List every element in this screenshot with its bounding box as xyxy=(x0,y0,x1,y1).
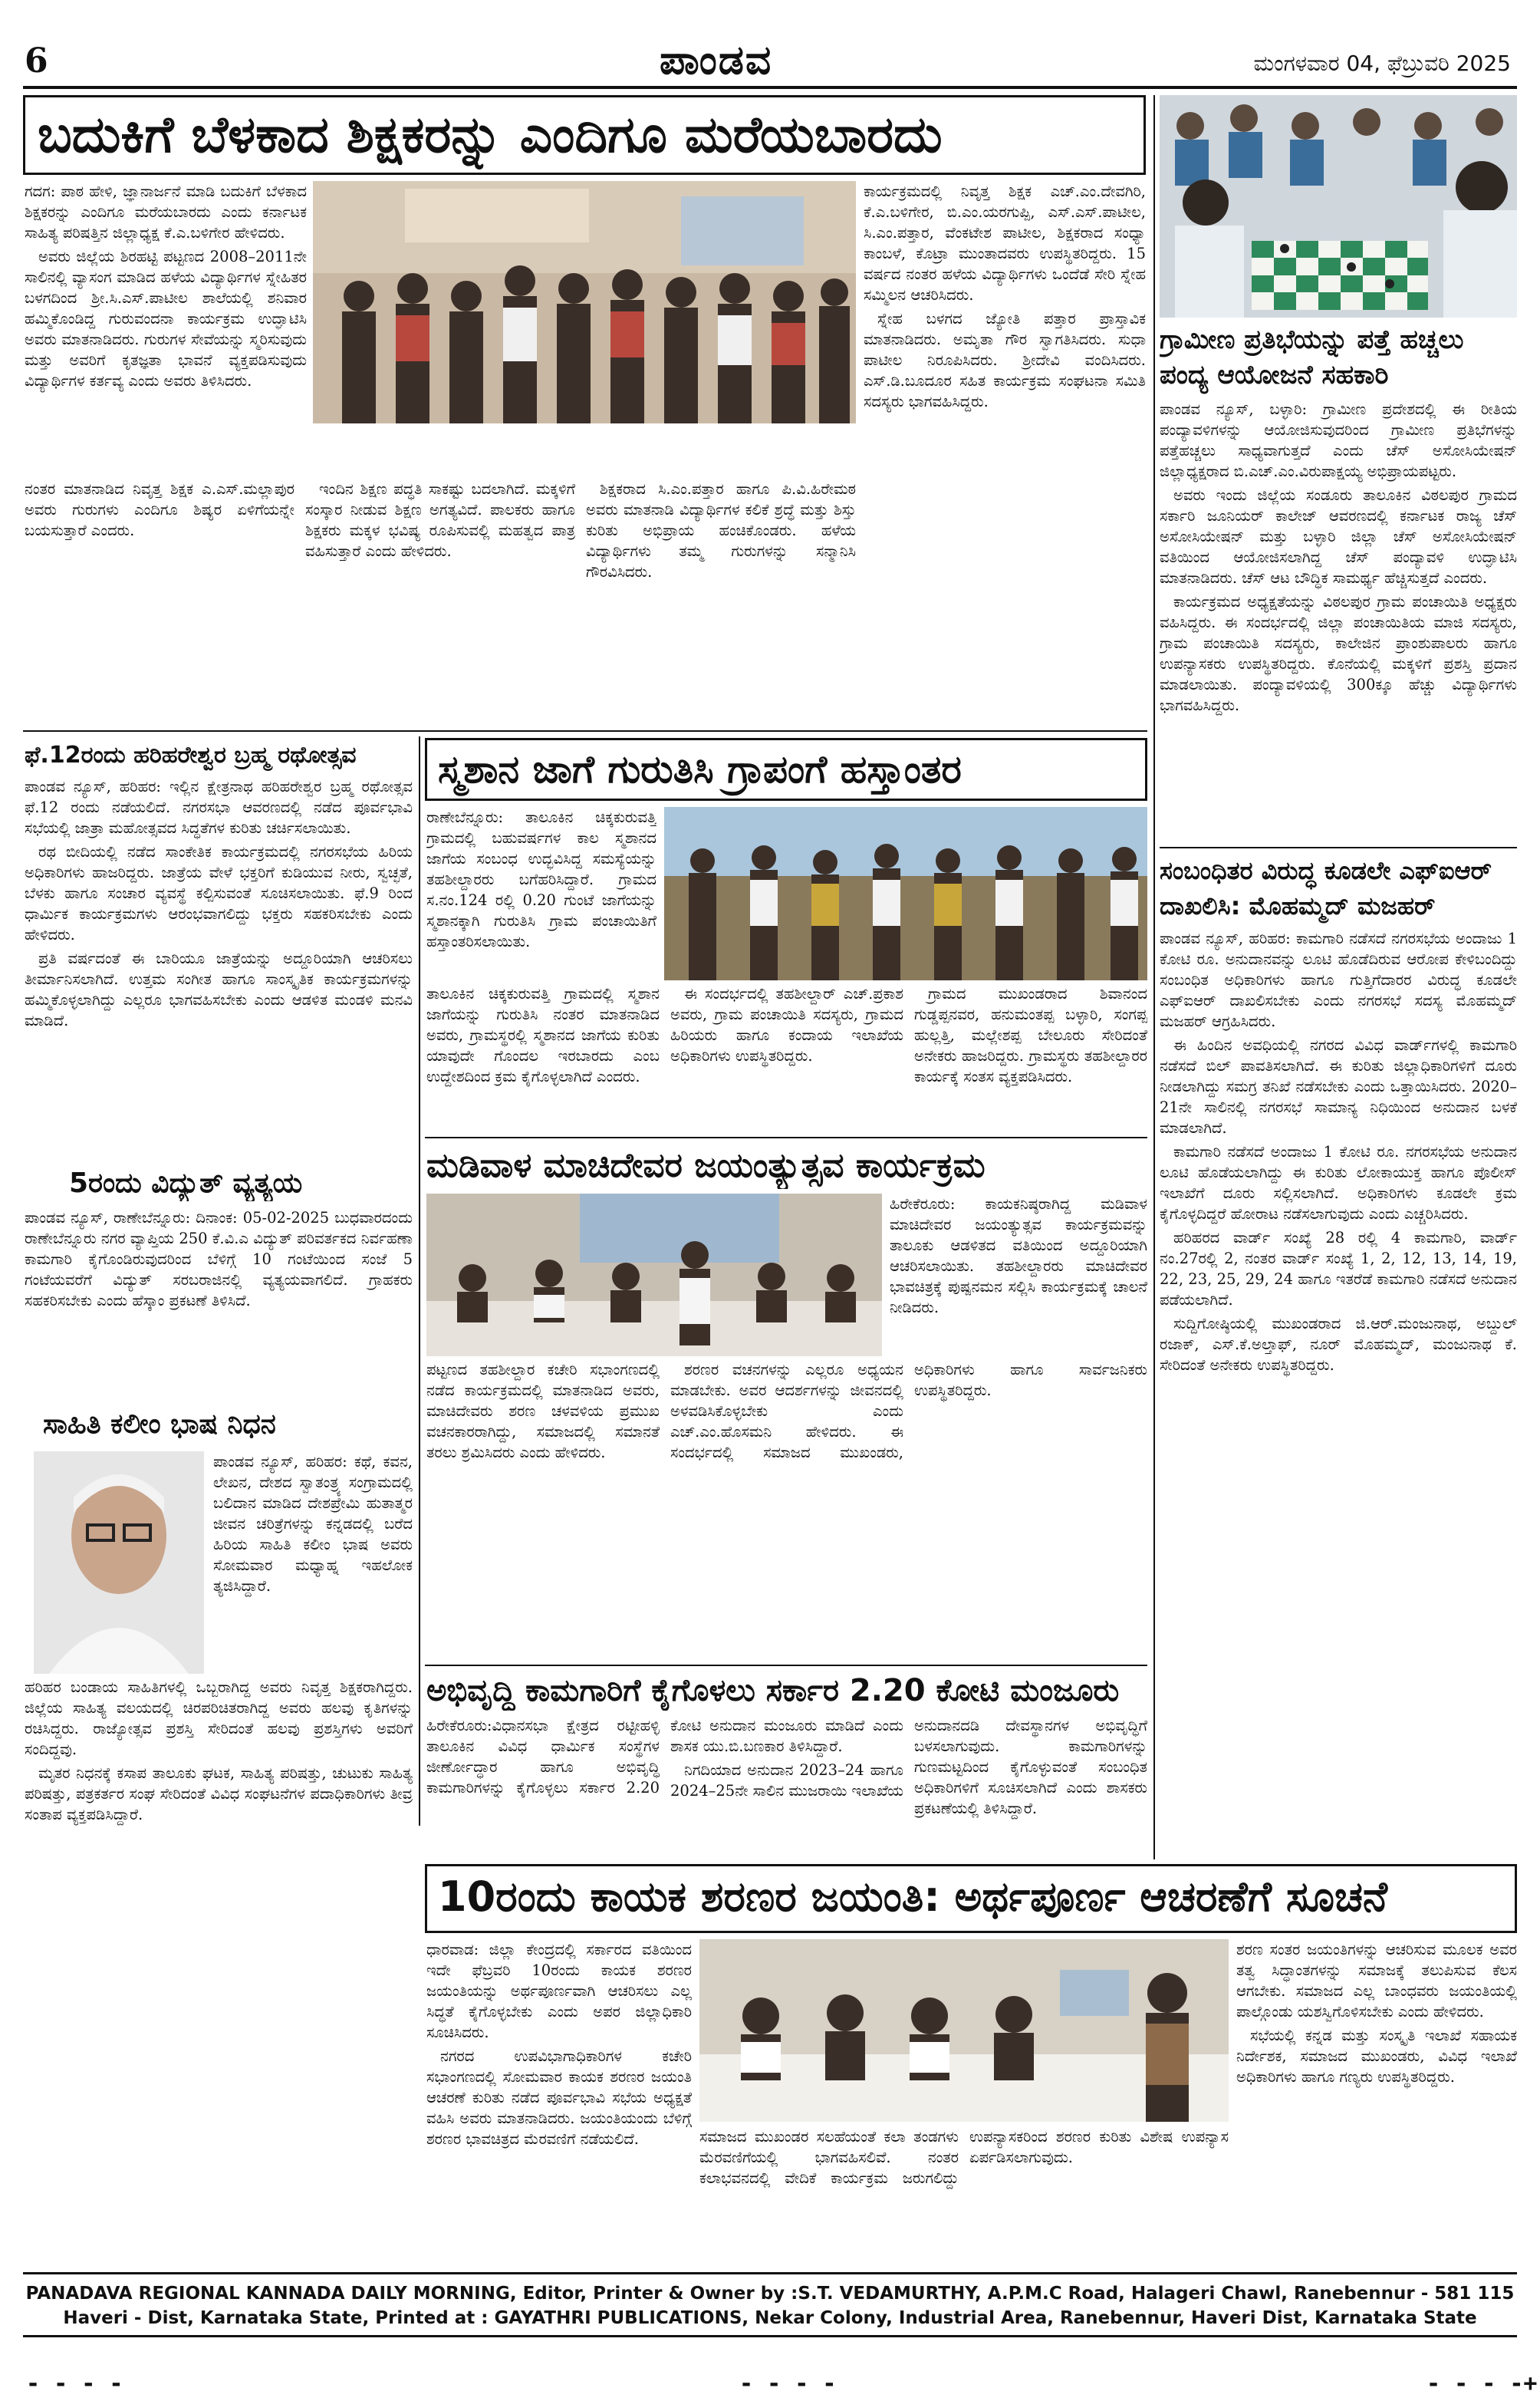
story2-photo xyxy=(1160,95,1517,318)
story10-p4: ಶರಣ ಸಂತರ ಜಯಂತಿಗಳನ್ನು ಆಚರಿಸುವ ಮೂಲಕ ಅವರ ತತ್ವ ಸಿದ್ಧಾಂತಗಳನ್ನು ಸಮಾಜಕ್ಕೆ ತಲುಪಿಸುವ ಕೆಲಸ ಆಗಬೇಕು. ಸಮಾಜದ ಎಲ್ಲ ಬಾಂಧವರು ಜಯಂತಿಯಲ್ಲಿ ಪಾಲ್ಗೊಂಡು ಯಶಸ್ವಿಗೊಳಿಸಬೇಕು ಎಂದು ಹೇಳಿದರು. xyxy=(1236,1941,1517,2021)
story4-headline: 5ರಂದು ವಿದ್ಯುತ್ ವ್ಯತ್ಯಯ xyxy=(69,1168,303,1199)
story1-photo xyxy=(313,181,856,423)
field-photo-illustration xyxy=(664,807,1147,980)
page-number: 6 xyxy=(25,41,48,81)
story10-headline: 10ರಂದು ಕಾಯಕ ಶರಣರ ಜಯಂತಿ: ಅರ್ಥಪೂರ್ಣ ಆಚರಣೆಗೆ ಸೂಚನೆ xyxy=(438,1872,1388,1921)
story5-portrait xyxy=(34,1451,204,1674)
story6-p2: ತಾಲೂಕಿನ ಚಿಕ್ಕಕುರುವತ್ತಿ ಗ್ರಾಮದಲ್ಲಿ ಸ್ಮಶಾನ ಜಾಗೆಯನ್ನು ಗುರುತಿಸಿ ನಂತರ ಮಾತನಾಡಿದ ಅವರು, ಗ್ರಾಮಸ್ಥರಲ್ಲಿ ಸ್ಮಶಾನದ ಜಾಗೆಯ ಕುರಿತು ಯಾವುದೇ ಗೊಂದಲ ಇರಬಾರದು ಎಂಬ ಉದ್ದೇಶದಿಂದ ಕ್ರಮ ಕೈಗೊಳ್ಳಲಾಗಿದೆ ಎಂದರು. xyxy=(426,985,660,1085)
story1-p4: ಇಂದಿನ ಶಿಕ್ಷಣ ಪದ್ಧತಿ ಸಾಕಷ್ಟು ಬದಲಾಗಿದೆ. ಮಕ್ಕಳಿಗೆ ಸಂಸ್ಕಾರ ನೀಡುವ ಶಿಕ್ಷಣ ಅಗತ್ಯವಿದೆ. ಪಾಲಕರು ಹಾಗೂ ಶಿಕ್ಷಕರು ಮಕ್ಕಳ ಭವಿಷ್ಯ ರೂಪಿಸುವಲ್ಲಿ ಮಹತ್ವದ ಪಾತ್ರ ವಹಿಸುತ್ತಾರೆ ಎಂದು ಹೇಳಿದರು. xyxy=(305,480,575,560)
story1-body-right xyxy=(864,181,1146,724)
issue-date: ಮಂಗಳವಾರ 04, ಫೆಬ್ರುವರಿ 2025 xyxy=(1253,51,1511,76)
story6-headline: ಸ್ಮಶಾನ ಜಾಗೆ ಗುರುತಿಸಿ ಗ್ರಾಪಂಗೆ ಹಸ್ತಾಂತರ xyxy=(438,747,962,792)
story6-headline-box xyxy=(425,738,1147,801)
story2-p3: ಕಾರ್ಯಕ್ರಮದ ಅಧ್ಯಕ್ಷತೆಯನ್ನು ವಿಠಲಪುರ ಗ್ರಾಮ ಪಂಚಾಯಿತಿ ಅಧ್ಯಕ್ಷರು ವಹಿಸಿದ್ದರು. ಈ ಸಂದರ್ಭದಲ್ಲಿ ಜಿಲ್ಲಾ ಪಂಚಾಯಿತಿಯ ಮಾಜಿ ಸದಸ್ಯರು, ಗ್ರಾಮ ಪಂಚಾಯಿತಿ ಸದಸ್ಯರು, ಕಾಲೇಜಿನ ಪ್ರಾಂಶುಪಾಲರು ಹಾಗೂ ಉಪನ್ಯಾಸಕರು ಉಪಸ್ಥಿತರಿದ್ದರು. ಕೊನೆಯಲ್ಲಿ ಮಕ್ಕಳಿಗೆ ಪ್ರಶಸ್ತಿ ಪ್ರದಾನ ಮಾಡಲಾಯಿತು. ಪಂದ್ಯಾವಳಿಯಲ್ಲಿ 300ಕ್ಕೂ ಹೆಚ್ಚು ವಿದ್ಯಾರ್ಥಿಗಳು ಭಾಗವಹಿಸಿದ್ದರು. xyxy=(1160,593,1517,714)
story7-body-right xyxy=(890,1194,1147,1356)
story2-p2: ಅವರು ಇಂದು ಜಿಲ್ಲೆಯ ಸಂಡೂರು ತಾಲೂಕಿನ ವಿಠಲಪುರ ಗ್ರಾಮದ ಸರ್ಕಾರಿ ಜೂನಿಯರ್ ಕಾಲೇಜ್ ಆವರಣದಲ್ಲಿ ಕರ್ನಾಟಕ ರಾಜ್ಯ ಚೆಸ್ ಅಸೋಸಿಯೇಷನ್ ಮತ್ತು ಬಳ್ಳಾರಿ ಜಿಲ್ಲಾ ಚೆಸ್ ಅಸೋಸಿಯೇಷನ್ ವತಿಯಿಂದ ಆಯೋಜಿಸಲಾಗಿದ್ದ ಚೆಸ್ ಪಂದ್ಯಾವಳಿ ಉದ್ಘಾಟಿಸಿ ಮಾತನಾಡಿದರು. ಚೆಸ್ ಆಟ ಬೌದ್ಧಿಕ ಸಾಮರ್ಥ್ಯ ಹೆಚ್ಚಿಸುತ್ತದೆ ಎಂದರು. xyxy=(1160,486,1517,587)
column-rule xyxy=(1153,95,1155,1859)
story2-headline: ಗ್ರಾಮೀಣ ಪ್ರತಿಭೆಯನ್ನು ಪತ್ತೆ ಹಚ್ಚಲು ಪಂದ್ಯ ಆಯೋಜನೆ ಸಹಕಾರಿ xyxy=(1160,324,1464,390)
story6-body-bottom xyxy=(426,983,1147,1134)
registration-mark-left: - - - - xyxy=(26,2370,123,2397)
story3-body xyxy=(25,776,413,1158)
story1-body-left xyxy=(25,181,307,476)
story7-p1: ಹಿರೇಕೆರೂರು: ಕಾಯಕನಿಷ್ಠರಾಗಿದ್ದ ಮಡಿವಾಳ ಮಾಚಿದೇವರ ಜಯಂತ್ಯುತ್ಸವ ಕಾರ್ಯಕ್ರಮವನ್ನು ತಾಲೂಕು ಆಡಳಿತದ ವತಿಯಿಂದ ಅದ್ದೂರಿಯಾಗಿ ಆಚರಿಸಲಾಯಿತು. ತಹಶೀಲ್ದಾರರು ಮಾಚಿದೇವರ ಭಾವಚಿತ್ರಕ್ಕೆ ಪುಷ್ಪನಮನ ಸಲ್ಲಿಸಿ ಕಾರ್ಯಕ್ರಮಕ್ಕೆ ಚಾಲನೆ ನೀಡಿದರು. xyxy=(890,1195,1147,1316)
story5-body xyxy=(25,1677,413,2260)
group-photo-illustration xyxy=(313,181,856,423)
story9-p2: ನಿಗದಿಯಾದ ಅನುದಾನ 2023–24 ಹಾಗೂ 2024–25ನೇ ಸಾಲಿನ ಮುಜರಾಯಿ ಇಲಾಖೆಯ ಅನುದಾನದಡಿ ದೇವಸ್ಥಾನಗಳ ಅಭಿವೃದ್ಧಿಗೆ ಬಳಸಲಾಗುವುದು. ಕಾಮಗಾರಿಗಳನ್ನು ಗುಣಮಟ್ಟದಿಂದ ಕೈಗೊಳ್ಳುವಂತೆ ಸಂಬಂಧಿತ ಅಧಿಕಾರಿಗಳಿಗೆ ಸೂಚಿಸಲಾಗಿದೆ ಎಂದು ಶಾಸಕರು ಪ್ರಕಟಣೆಯಲ್ಲಿ ತಿಳಿಸಿದ್ದಾರೆ. xyxy=(670,1717,1147,1817)
story3-p3: ಪ್ರತಿ ವರ್ಷದಂತೆ ಈ ಬಾರಿಯೂ ಜಾತ್ರೆಯನ್ನು ಅದ್ದೂರಿಯಾಗಿ ಆಚರಿಸಲು ತೀರ್ಮಾನಿಸಲಾಗಿದೆ. ಉತ್ತಮ ಸಂಗೀತ ಹಾಗೂ ಸಾಂಸ್ಕೃತಿಕ ಕಾರ್ಯಕ್ರಮಗಳನ್ನು ಹಮ್ಮಿಕೊಳ್ಳಲಾಗಿದ್ದು ಎಲ್ಲರೂ ಭಾಗವಹಿಸಬೇಕು ಎಂದು ಆಡಳಿತ ಮಂಡಳಿ ಮನವಿ ಮಾಡಿದೆ. xyxy=(25,950,413,1029)
story3-p1: ಪಾಂಡವ ನ್ಯೂಸ್, ಹರಿಹರ: ಇಲ್ಲಿನ ಕ್ಷೇತ್ರನಾಥ ಹರಿಹರೇಶ್ವರ ಬ್ರಹ್ಮ ರಥೋತ್ಸವ ಫೆ.12 ರಂದು ನಡೆಯಲಿದೆ. ನಗರಸಭಾ ಆವರಣದಲ್ಲಿ ನಡೆದ ಪೂರ್ವಭಾವಿ ಸಭೆಯಲ್ಲಿ ಜಾತ್ರಾ ಮಹೋತ್ಸವದ ಸಿದ್ಧತೆಗಳ ಕುರಿತು ಚರ್ಚಿಸಲಾಯಿತು. xyxy=(25,778,413,837)
story3-headline: ಫೆ.12ರಂದು ಹರಿಹರೇಶ್ವರ ಬ್ರಹ್ಮ ರಥೋತ್ಸವ xyxy=(25,742,357,769)
story8-p4: ಹರಿಹರದ ವಾರ್ಡ್ ಸಂಖ್ಯೆ 28 ರಲ್ಲಿ 4 ಕಾಮಗಾರಿ, ವಾರ್ಡ್ ನಂ.27ರಲ್ಲಿ 2, ನಂತರ ವಾರ್ಡ್ ಸಂಖ್ಯೆ 1, 2, 12, 13, 14, 19, 22, 23, 25, 29, 24 ಹಾಗೂ ಇತರೆಡೆ ಕಾಮಗಾರಿ ನಡೆಸದೆ ಅನುದಾನ ಪಡೆಯಲಾಗಿದೆ. xyxy=(1160,1229,1517,1309)
story6-p4: ಗ್ರಾಮದ ಮುಖಂಡರಾದ ಶಿವಾನಂದ ಗುಡ್ಡಪ್ಪನವರ, ಹನುಮಂತಪ್ಪ ಬಳ್ಳಾರಿ, ಸಂಗಪ್ಪ ಹುಲ್ಲತ್ತಿ, ಮಲ್ಲೇಶಪ್ಪ ಬೇಲೂರು ಸೇರಿದಂತೆ ಅನೇಕರು ಹಾಜರಿದ್ದರು. ಗ್ರಾಮಸ್ಥರು ತಹಶೀಲ್ದಾರರ ಕಾರ್ಯಕ್ಕೆ ಸಂತಸ ವ್ಯಕ್ತಪಡಿಸಿದರು. xyxy=(914,985,1147,1085)
story7-body-bottom xyxy=(426,1359,1147,1660)
story6-p3: ಈ ಸಂದರ್ಭದಲ್ಲಿ ತಹಶೀಲ್ದಾರ್ ಎಚ್.ಪ್ರಕಾಶ ಅವರು, ಗ್ರಾಮ ಪಂಚಾಯಿತಿ ಸದಸ್ಯರು, ಗ್ರಾಮದ ಹಿರಿಯರು ಹಾಗೂ ಕಂದಾಯ ಇಲಾಖೆಯ ಅಧಿಕಾರಿಗಳು ಉಪಸ್ಥಿತರಿದ್ದರು. xyxy=(670,985,903,1065)
section-rule xyxy=(1160,847,1517,848)
story6-photo xyxy=(664,807,1147,980)
story6-body-left xyxy=(426,807,656,980)
meeting-photo-illustration xyxy=(699,1939,1229,2122)
story10-photo xyxy=(699,1939,1229,2122)
story1-body-bottom xyxy=(25,479,856,724)
story5-p3: ಮೃತರ ನಿಧನಕ್ಕೆ ಕಸಾಪ ತಾಲೂಕು ಘಟಕ, ಸಾಹಿತ್ಯ ಪರಿಷತ್ತು, ಚುಟುಕು ಸಾಹಿತ್ಯ ಪರಿಷತ್ತು, ಪತ್ರಕರ್ತರ ಸಂಘ ಸೇರಿದಂತೆ ವಿವಿಧ ಸಂಘಟನೆಗಳ ಪದಾಧಿಕಾರಿಗಳು ತೀವ್ರ ಸಂತಾಪ ವ್ಯಕ್ತಪಡಿಸಿದ್ದಾರೆ. xyxy=(25,1764,413,1823)
story4-body xyxy=(25,1207,413,1392)
story10-p5: ಸಭೆಯಲ್ಲಿ ಕನ್ನಡ ಮತ್ತು ಸಂಸ್ಕೃತಿ ಇಲಾಖೆ ಸಹಾಯಕ ನಿರ್ದೇಶಕ, ಸಮಾಜದ ಮುಖಂಡರು, ವಿವಿಧ ಇಲಾಖೆ ಅಧಿಕಾರಿಗಳು ಹಾಗೂ ಗಣ್ಯರು ಉಪಸ್ಥಿತರಿದ್ದರು. xyxy=(1236,2027,1517,2086)
story2-p1: ಪಾಂಡವ ನ್ಯೂಸ್, ಬಳ್ಳಾರಿ: ಗ್ರಾಮೀಣ ಪ್ರದೇಶದಲ್ಲಿ ಈ ರೀತಿಯ ಪಂದ್ಯಾವಳಿಗಳನ್ನು ಆಯೋಜಿಸುವುದರಿಂದ ಗ್ರಾಮೀಣ ಪ್ರತಿಭೆಗಳನ್ನು ಪತ್ತೆಹಚ್ಚಲು ಸಾಧ್ಯವಾಗುತ್ತದೆ ಎಂದು ಚೆಸ್ ಅಸೋಸಿಯೇಷನ್ ಜಿಲ್ಲಾಧ್ಯಕ್ಷರಾದ ಬಿ.ಎಚ್.ಎಂ.ವಿರುಪಾಕ್ಷಯ್ಯ ಅಭಿಪ್ರಾಯಪಟ್ಟರು. xyxy=(1160,400,1517,480)
section-rule xyxy=(23,730,1147,732)
story7-p3: ಶರಣರ ವಚನಗಳನ್ನು ಎಲ್ಲರೂ ಅಧ್ಯಯನ ಮಾಡಬೇಕು. ಅವರ ಆದರ್ಶಗಳನ್ನು ಜೀವನದಲ್ಲಿ ಅಳವಡಿಸಿಕೊಳ್ಳಬೇಕು ಎಂದು ಎಚ್.ಎಂ.ಹೊಸಮನಿ ಹೇಳಿದರು. ಈ ಸಂದರ್ಭದಲ್ಲಿ ಸಮಾಜದ ಮುಖಂಡರು, ಅಧಿಕಾರಿಗಳು ಹಾಗೂ ಸಾರ್ವಜನಿಕರು ಉಪಸ್ಥಿತರಿದ್ದರು. xyxy=(670,1361,1147,1461)
story10-p3: ಸಮಾಜದ ಮುಖಂಡರ ಸಲಹೆಯಂತೆ ಕಲಾ ತಂಡಗಳು ಮೆರವಣಿಗೆಯಲ್ಲಿ ಭಾಗವಹಿಸಲಿವೆ. ನಂತರ ಕಲಾಭವನದಲ್ಲಿ ವೇದಿಕೆ ಕಾರ್ಯಕ್ರಮ ಜರುಗಲಿದ್ದು ಉಪನ್ಯಾಸಕರಿಂದ ಶರಣರ ಕುರಿತು ವಿಶೇಷ ಉಪನ್ಯಾಸ ಏರ್ಪಡಿಸಲಾಗುವುದು. xyxy=(699,2128,1229,2187)
story7-p2: ಪಟ್ಟಣದ ತಹಶೀಲ್ದಾರ ಕಚೇರಿ ಸಭಾಂಗಣದಲ್ಲಿ ನಡೆದ ಕಾರ್ಯಕ್ರಮದಲ್ಲಿ ಮಾತನಾಡಿದ ಅವರು, ಮಾಚಿದೇವರು ಶರಣ ಚಳವಳಿಯ ಪ್ರಮುಖ ವಚನಕಾರರಾಗಿದ್ದು, ಸಮಾಜದಲ್ಲಿ ಸಮಾನತೆ ತರಲು ಶ್ರಮಿಸಿದರು ಎಂದು ಹೇಳಿದರು. xyxy=(426,1361,660,1461)
story8-p5: ಸುದ್ದಿಗೋಷ್ಠಿಯಲ್ಲಿ ಮುಖಂಡರಾದ ಜಿ.ಆರ್.ಮಂಜುನಾಥ, ಅಬ್ದುಲ್ ರಜಾಕ್, ಎಸ್.ಕೆ.ಅಲ್ತಾಫ್, ನೂರ್ ಮೊಹಮ್ಮದ್, ಮಂಜುನಾಥ ಕೆ. ಸೇರಿದಂತೆ ಅನೇಕರು ಉಪಸ್ಥಿತರಿದ್ದರು. xyxy=(1160,1315,1517,1374)
story10-p2: ನಗರದ ಉಪವಿಭಾಗಾಧಿಕಾರಿಗಳ ಕಚೇರಿ ಸಭಾಂಗಣದಲ್ಲಿ ಸೋಮವಾರ ಕಾಯಕ ಶರಣರ ಜಯಂತಿ ಆಚರಣೆ ಕುರಿತು ನಡೆದ ಪೂರ್ವಭಾವಿ ಸಭೆಯ ಅಧ್ಯಕ್ಷತೆ ವಹಿಸಿ ಅವರು ಮಾತನಾಡಿದರು. ಜಯಂತಿಯಂದು ಬೆಳಿಗ್ಗೆ ಶರಣರ ಭಾವಚಿತ್ರದ ಮೆರವಣಿಗೆ ನಡೆಯಲಿದೆ. xyxy=(426,2047,692,2148)
story9-body xyxy=(426,1715,1147,1859)
footer-rule xyxy=(23,2335,1517,2337)
story8-p1: ಪಾಂಡವ ನ್ಯೂಸ್, ಹರಿಹರ: ಕಾಮಗಾರಿ ನಡೆಸದೆ ನಗರಸಭೆಯ ಅಂದಾಜು 1 ಕೋಟಿ ರೂ. ಅನುದಾನವನ್ನು ಲೂಟಿ ಹೊಡೆದಿರುವ ಆರೋಪ ಕೇಳಿಬಂದಿದ್ದು ಸಂಬಂಧಿತ ಅಧಿಕಾರಿಗಳು ಹಾಗೂ ಗುತ್ತಿಗೆದಾರರ ವಿರುದ್ಧ ಕೂಡಲೇ ಎಫ್ಐಆರ್ ದಾಖಲಿಸಬೇಕು ಎಂದು ನಗರಸಭೆ ಸದಸ್ಯ ಮೊಹಮ್ಮದ್ ಮಜಹರ್ ಆಗ್ರಹಿಸಿದರು. xyxy=(1160,930,1517,1030)
masthead: ಪಾಂಡವ xyxy=(660,37,773,84)
story8-headline: ಸಂಬಂಧಿತರ ವಿರುದ್ಧ ಕೂಡಲೇ ಎಫ್ಐಆರ್ ದಾಖಲಿಸಿ: ಮೊಹಮ್ಮದ್ ಮಜಹರ್ xyxy=(1160,856,1492,921)
story8-p2: ಈ ಹಿಂದಿನ ಅವಧಿಯಲ್ಲಿ ನಗರದ ವಿವಿಧ ವಾರ್ಡ್‌ಗಳಲ್ಲಿ ಕಾಮಗಾರಿ ನಡೆಸದೆ ಬಿಲ್ ಪಾವತಿಸಲಾಗಿದೆ. ಈ ಕುರಿತು ಜಿಲ್ಲಾಧಿಕಾರಿಗಳಿಗೆ ದೂರು ನೀಡಲಾಗಿದ್ದು ಸಮಗ್ರ ತನಿಖೆ ನಡೆಸಬೇಕು ಎಂದು ಒತ್ತಾಯಿಸಿದರು. 2020–21ನೇ ಸಾಲಿನಲ್ಲಿ ನಗರಸಭೆ ಸಾಮಾನ್ಯ ನಿಧಿಯಿಂದ ಅನುದಾನ ಬಳಕೆ ಮಾಡಲಾಗಿದೆ. xyxy=(1160,1036,1517,1137)
story5-body-side xyxy=(213,1451,413,1674)
story1-headline: ಬದುಕಿಗೆ ಬೆಳಕಾದ ಶಿಕ್ಷಕರನ್ನು ಎಂದಿಗೂ ಮರೆಯಬಾರದು xyxy=(38,105,943,164)
registration-mark-right: - - - -+ xyxy=(1426,2370,1538,2397)
story6-p1: ರಾಣೇಬೆನ್ನೂರು: ತಾಲೂಕಿನ ಚಿಕ್ಕಕುರುವತ್ತಿ ಗ್ರಾಮದಲ್ಲಿ ಬಹುವರ್ಷಗಳ ಕಾಲ ಸ್ಮಶಾನದ ಜಾಗೆಯ ಸಂಬಂಧ ಉದ್ಭವಿಸಿದ್ದ ಸಮಸ್ಯೆಯನ್ನು ತಹಶೀಲ್ದಾರರು ಬಗೆಹರಿಸಿದ್ದಾರೆ. ಗ್ರಾಮದ ಸ.ನಂ.124 ರಲ್ಲಿ 0.20 ಗುಂಟೆ ಜಾಗೆಯನ್ನು ಸ್ಮಶಾನಕ್ಕಾಗಿ ಗುರುತಿಸಿ ಗ್ರಾಮ ಪಂಚಾಯಿತಿಗೆ ಹಸ್ತಾಂತರಿಸಲಾಯಿತು. xyxy=(426,809,656,950)
story2-body xyxy=(1160,399,1517,841)
registration-mark-center: - - - - xyxy=(739,2370,837,2397)
story1-headline-box xyxy=(23,95,1146,175)
chess-photo-illustration xyxy=(1160,95,1517,318)
imprint-line-1: PANADAVA REGIONAL KANNADA DAILY MORNING, Editor, Printer & Owner by :S.T. VEDAMURTHY, A.P.M.C Road, Halageri Chawl, Ranebennur - 581 115 xyxy=(25,2284,1515,2304)
story1-p6: ಕಾರ್ಯಕ್ರಮದಲ್ಲಿ ನಿವೃತ್ತ ಶಿಕ್ಷಕ ಎಚ್.ಎಂ.ದೇವಗಿರಿ, ಕೆ.ಎ.ಬಳಿಗೇರ, ಬಿ.ಎಂ.ಯರಗುಪ್ಪಿ, ಎಸ್.ಎಸ್.ಪಾಟೀಲ, ಸಿ.ಎಂ.ಪತ್ತಾರ, ವೆಂಕಟೇಶ ಪಾಟೀಲ, ಶಿಕ್ಷಕರಾದ ಸಂಧ್ಯಾ ಕಾಂಬಳೆ, ಕೊಟ್ರಾ ಮುಂತಾದವರು ಉಪಸ್ಥಿತರಿದ್ದರು. 15 ವರ್ಷದ ನಂತರ ಹಳೆಯ ವಿದ್ಯಾರ್ಥಿಗಳು ಒಂದೆಡೆ ಸೇರಿ ಸ್ನೇಹ ಸಮ್ಮಿಲನ ಆಚರಿಸಿದರು. xyxy=(864,183,1146,304)
story9-headline: ಅಭಿವೃದ್ಧಿ ಕಾಮಗಾರಿಗೆ ಕೈಗೊಳಲು ಸರ್ಕಾರ 2.20 ಕೋಟಿ ಮಂಜೂರು xyxy=(426,1673,1120,1708)
story10-body-right xyxy=(1236,1939,1517,2261)
story9-p1: ಹಿರೇಕೆರೂರು:ವಿಧಾನಸಭಾ ಕ್ಷೇತ್ರದ ರಟ್ಟೀಹಳ್ಳಿ ತಾಲೂಕಿನ ವಿವಿಧ ಧಾರ್ಮಿಕ ಸಂಸ್ಥೆಗಳ ಜೀರ್ಣೋದ್ಧಾರ ಹಾಗೂ ಅಭಿವೃದ್ಧಿ ಕಾಮಗಾರಿಗಳನ್ನು ಕೈಗೊಳ್ಳಲು ಸರ್ಕಾರ 2.20 ಕೋಟಿ ಅನುದಾನ ಮಂಜೂರು ಮಾಡಿದೆ ಎಂದು ಶಾಸಕ ಯು.ಬಿ.ಬಣಕಾರ ತಿಳಿಸಿದ್ದಾರೆ. xyxy=(426,1717,903,1797)
story4-p1: ಪಾಂಡವ ನ್ಯೂಸ್, ರಾಣೇಬೆನ್ನೂರು: ದಿನಾಂಕ: 05-02-2025 ಬುಧವಾರದಂದು ರಾಣೇಬೆನ್ನೂರು ನಗರ ವ್ಯಾಪ್ತಿಯ 250 ಕೆ.ವಿ.ಎ ವಿದ್ಯುತ್ ಪರಿವರ್ತಕದ ನಿರ್ವಹಣಾ ಕಾಮಗಾರಿ ಕೈಗೊಂಡಿರುವುದರಿಂದ ಬೆಳಿಗ್ಗೆ 10 ಗಂಟೆಯಿಂದ ಸಂಜೆ 5 ಗಂಟೆಯವರೆಗೆ ವಿದ್ಯುತ್ ಸರಬರಾಜಿನಲ್ಲಿ ವ್ಯತ್ಯಯವಾಗಲಿದೆ. ಗ್ರಾಹಕರು ಸಹಕರಿಸಬೇಕು ಎಂದು ಹೆಸ್ಕಾಂ ಪ್ರಕಟಣೆ ತಿಳಿಸಿದೆ. xyxy=(25,1209,413,1309)
portrait-illustration xyxy=(34,1451,204,1674)
story1-p7: ಸ್ನೇಹ ಬಳಗದ ಜ್ಯೋತಿ ಪತ್ತಾರ ಪ್ರಾಸ್ತಾವಿಕ ಮಾತನಾಡಿದರು. ಅಮೃತಾ ಗೌರ ಸ್ವಾಗತಿಸಿದರು. ಸುಧಾ ಪಾಟೀಲ ನಿರೂಪಿಸಿದರು. ಶ್ರೀದೇವಿ ವಂದಿಸಿದರು. ಎಸ್.ಡಿ.ಬೂದೂರ ಸಹಿತ ಕಾರ್ಯಕ್ರಮ ಸಂಘಟನಾ ಸಮಿತಿ ಸದಸ್ಯರು ಭಾಗವಹಿಸಿದ್ದರು. xyxy=(864,310,1146,410)
story10-p1: ಧಾರವಾಡ: ಜಿಲ್ಲಾ ಕೇಂದ್ರದಲ್ಲಿ ಸರ್ಕಾರದ ವತಿಯಿಂದ ಇದೇ ಫೆಬ್ರವರಿ 10ರಂದು ಕಾಯಕ ಶರಣರ ಜಯಂತಿಯನ್ನು ಅರ್ಥಪೂರ್ಣವಾಗಿ ಆಚರಿಸಲು ಎಲ್ಲ ಸಿದ್ಧತೆ ಕೈಗೊಳ್ಳಬೇಕು ಎಂದು ಅಪರ ಜಿಲ್ಲಾಧಿಕಾರಿ ಸೂಚಿಸಿದರು. xyxy=(426,1941,692,2041)
story5-p2: ಹರಿಹರ ಬಂಡಾಯ ಸಾಹಿತಿಗಳಲ್ಲಿ ಒಬ್ಬರಾಗಿದ್ದ ಅವರು ನಿವೃತ್ತ ಶಿಕ್ಷಕರಾಗಿದ್ದರು. ಜಿಲ್ಲೆಯ ಸಾಹಿತ್ಯ ವಲಯದಲ್ಲಿ ಚಿರಪರಿಚಿತರಾಗಿದ್ದ ಅವರು ಹಲವು ಕೃತಿಗಳನ್ನು ರಚಿಸಿದ್ದರು. ರಾಜ್ಯೋತ್ಸವ ಪ್ರಶಸ್ತಿ ಸೇರಿದಂತೆ ಹಲವು ಪ್ರಶಸ್ತಿಗಳು ಅವರಿಗೆ ಸಂದಿದ್ದವು. xyxy=(25,1678,413,1758)
story10-body-bottom xyxy=(699,2126,1229,2261)
story5-p1: ಪಾಂಡವ ನ್ಯೂಸ್, ಹರಿಹರ: ಕಥೆ, ಕವನ, ಲೇಖನ, ದೇಶದ ಸ್ವಾತಂತ್ರ್ಯ ಸಂಗ್ರಾಮದಲ್ಲಿ ಬಲಿದಾನ ಮಾಡಿದ ದೇಶಪ್ರೇಮಿ ಹುತಾತ್ಮರ ಜೀವನ ಚರಿತ್ರೆಗಳನ್ನು ಕನ್ನಡದಲ್ಲಿ ಬರೆದ ಹಿರಿಯ ಸಾಹಿತಿ ಕಲೀಂ ಭಾಷ ಅವರು ಸೋಮವಾರ ಮಧ್ಯಾಹ್ನ ಇಹಲೋಕ ತ್ಯಜಿಸಿದ್ದಾರೆ. xyxy=(213,1453,413,1595)
story3-p2: ರಥ ಬೀದಿಯಲ್ಲಿ ನಡೆದ ಸಾಂಕೇತಿಕ ಕಾರ್ಯಕ್ರಮದಲ್ಲಿ ನಗರಸಭೆಯ ಹಿರಿಯ ಅಧಿಕಾರಿಗಳು ಹಾಜರಿದ್ದರು. ಜಾತ್ರೆಯ ವೇಳೆ ಭಕ್ತರಿಗೆ ಕುಡಿಯುವ ನೀರು, ಸ್ವಚ್ಛತೆ, ಬೆಳಕು ಹಾಗೂ ಸಂಚಾರ ವ್ಯವಸ್ಥೆ ಕಲ್ಪಿಸುವಂತೆ ಸೂಚಿಸಲಾಯಿತು. ಫೆ.9 ರಿಂದ ಧಾರ್ಮಿಕ ಕಾರ್ಯಕ್ರಮಗಳು ಆರಂಭವಾಗಲಿದ್ದು ಭಕ್ತರು ಸಹಕರಿಸಬೇಕು ಎಂದು ಹೇಳಿದರು. xyxy=(25,843,413,944)
story5-headline: ಸಾಹಿತಿ ಕಲೀಂ ಭಾಷ ನಿಧನ xyxy=(43,1408,276,1440)
story10-body-left xyxy=(426,1939,692,2261)
footer-rule xyxy=(23,2272,1517,2274)
story8-body xyxy=(1160,928,1517,1859)
header-rule xyxy=(23,86,1517,89)
section-rule xyxy=(425,1665,1147,1666)
story7-headline: ಮಡಿವಾಳ ಮಾಚಿದೇವರ ಜಯಂತ್ಯುತ್ಸವ ಕಾರ್ಯಕ್ರಮ xyxy=(426,1146,986,1185)
story1-p2: ಅವರು ಜಿಲ್ಲೆಯ ಶಿರಹಟ್ಟಿ ಪಟ್ಟಣದ 2008–2011ನೇ ಸಾಲಿನಲ್ಲಿ ವ್ಯಾಸಂಗ ಮಾಡಿದ ಹಳೆಯ ವಿದ್ಯಾರ್ಥಿಗಳ ಸ್ನೇಹಿತರ ಬಳಗದಿಂದ ಶ್ರೀ.ಸಿ.ಎಸ್.ಪಾಟೀಲ ಶಾಲೆಯಲ್ಲಿ ಶನಿವಾರ ಹಮ್ಮಿಕೊಂಡಿದ್ದ ಗುರುವಂದನಾ ಕಾರ್ಯಕ್ರಮ ಉದ್ಘಾಟಿಸಿ ಅವರು ಮಾತನಾಡಿದರು. ಗುರುಗಳ ಸೇವೆಯನ್ನು ಸ್ಮರಿಸುವುದು ಮತ್ತು ಅವರಿಗೆ ಕೃತಜ್ಞತಾ ಭಾವನೆ ವ್ಯಕ್ತಪಡಿಸುವುದು ವಿದ್ಯಾರ್ಥಿಗಳ ಕರ್ತವ್ಯ ಎಂದು ಅವರು ತಿಳಿಸಿದರು. xyxy=(25,248,307,390)
story8-p3: ಕಾಮಗಾರಿ ನಡೆಸದೆ ಅಂದಾಜು 1 ಕೋಟಿ ರೂ. ನಗರಸಭೆಯ ಅನುದಾನ ಲೂಟಿ ಹೊಡೆಯಲಾಗಿದ್ದು ಈ ಕುರಿತು ಲೋಕಾಯುಕ್ತ ಹಾಗೂ ಪೊಲೀಸ್ ಇಲಾಖೆಗೆ ದೂರು ಸಲ್ಲಿಸಲಾಗಿದೆ. ಅಧಿಕಾರಿಗಳು ಕೂಡಲೇ ಕ್ರಮ ಕೈಗೊಳ್ಳದಿದ್ದರೆ ಹೋರಾಟ ನಡೆಸಲಾಗುವುದು ಎಂದು ಎಚ್ಚರಿಸಿದರು. xyxy=(1160,1143,1517,1223)
stage-photo-illustration xyxy=(426,1194,882,1356)
imprint-line-2: Haveri - Dist, Karnataka State, Printed at : GAYATHRI PUBLICATIONS, Nekar Colony, Industrial Area, Ranebennur, Haveri Dist, Karnataka State xyxy=(63,2308,1477,2328)
story10-headline-box xyxy=(425,1864,1517,1933)
story7-photo xyxy=(426,1194,882,1356)
story1-p3: ನಂತರ ಮಾತನಾಡಿದ ನಿವೃತ್ತ ಶಿಕ್ಷಕ ಎ.ಎಸ್.ಮಲ್ಲಾಪುರ ಅವರು ಗುರುಗಳು ಎಂದಿಗೂ ಶಿಷ್ಯರ ಏಳಿಗೆಯನ್ನೇ ಬಯಸುತ್ತಾರೆ ಎಂದರು. xyxy=(25,480,295,539)
story1-p5: ಶಿಕ್ಷಕರಾದ ಸಿ.ಎಂ.ಪತ್ತಾರ ಹಾಗೂ ಪಿ.ವಿ.ಹಿರೇಮಠ ಅವರು ಮಾತನಾಡಿ ವಿದ್ಯಾರ್ಥಿಗಳ ಕಲಿಕೆ ಶ್ರದ್ಧೆ ಮತ್ತು ಶಿಸ್ತು ಕುರಿತು ಅಭಿಪ್ರಾಯ ಹಂಚಿಕೊಂಡರು. ಹಳೆಯ ವಿದ್ಯಾರ್ಥಿಗಳು ತಮ್ಮ ಗುರುಗಳನ್ನು ಸನ್ಮಾನಿಸಿ ಗೌರವಿಸಿದರು. xyxy=(586,480,856,581)
column-rule xyxy=(419,736,420,1826)
story1-p1: ಗದಗ: ಪಾಠ ಹೇಳಿ, ಜ್ಞಾನಾರ್ಜನೆ ಮಾಡಿ ಬದುಕಿಗೆ ಬೆಳಕಾದ ಶಿಕ್ಷಕರನ್ನು ಎಂದಿಗೂ ಮರೆಯಬಾರದು ಎಂದು ಕರ್ನಾಟಕ ಸಾಹಿತ್ಯ ಪರಿಷತ್ತಿನ ಜಿಲ್ಲಾಧ್ಯಕ್ಷ ಕೆ.ಎ.ಬಳಿಗೇರ ಹೇಳಿದರು. xyxy=(25,183,307,242)
section-rule xyxy=(425,1137,1147,1138)
